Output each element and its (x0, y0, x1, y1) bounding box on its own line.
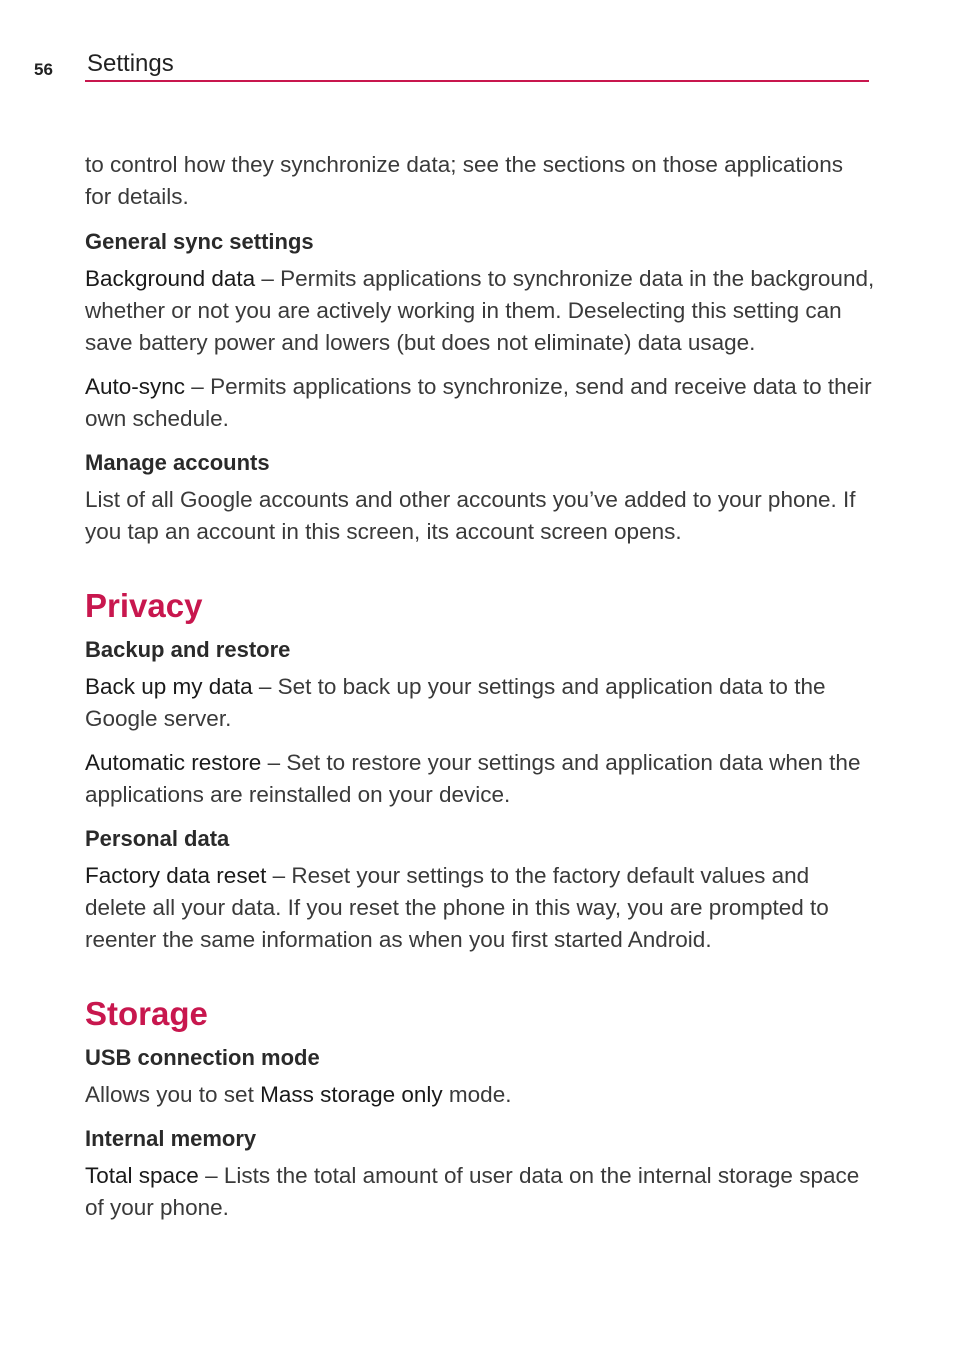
restore-paragraph (85, 747, 875, 811)
autosync-paragraph (85, 371, 875, 435)
restore-term: Automatic restore (85, 750, 262, 775)
autosync-text: – Permits applications to synchronize, send and receive data to their own schedule. (85, 374, 872, 431)
manage-accounts-paragraph: List of all Google accounts and other accounts you’ve added to your phone. If you tap an account in this screen, its account screen opens. (85, 487, 856, 544)
autosync-term: Auto-sync (85, 374, 186, 399)
usb-term: Mass storage only (260, 1082, 443, 1107)
backup-restore-heading: Backup and restore (85, 637, 291, 662)
total-space-paragraph (85, 1160, 875, 1224)
section-name: Settings (87, 50, 174, 77)
usb-mode-heading: USB connection mode (85, 1045, 320, 1070)
reset-paragraph (85, 860, 875, 956)
usb-pre: Allows you to set (85, 1082, 261, 1107)
storage-title: Storage (85, 995, 208, 1032)
backup-text: – Set to back up your settings and application data to the Google server. (85, 674, 826, 731)
usb-paragraph (85, 1079, 875, 1111)
backup-paragraph (85, 671, 875, 735)
page-number: 56 (34, 60, 53, 79)
background-data-text: – Permits applications to synchronize data in the background, whether or not you are actively working in them. Deselecting this setting can save battery power and lowers (but does not eliminate) data usage. (85, 266, 875, 355)
header-rule (85, 80, 869, 82)
internal-memory-heading: Internal memory (85, 1126, 257, 1151)
usb-post: mode. (442, 1082, 512, 1107)
total-space-term: Total space (85, 1163, 199, 1188)
page-body (85, 149, 875, 1224)
reset-term: Factory data reset (85, 863, 267, 888)
total-space-text: – Lists the total amount of user data on the internal storage space of your phone. (85, 1163, 860, 1220)
reset-text: – Reset your settings to the factory default values and delete all your data. If you reset the phone in this way, you are prompted to reenter the same information as when you first started Android. (85, 863, 829, 952)
backup-term: Back up my data (85, 674, 253, 699)
page-header (0, 0, 954, 90)
background-data-paragraph (85, 263, 875, 359)
personal-data-heading: Personal data (85, 826, 230, 851)
background-data-term: Background data (85, 266, 256, 291)
restore-text: – Set to restore your settings and application data when the applications are reinstalled on your device. (85, 750, 861, 807)
intro-paragraph: to control how they synchronize data; see the sections on those applications for details. (85, 152, 843, 209)
privacy-title: Privacy (85, 587, 203, 624)
manage-accounts-heading: Manage accounts (85, 450, 270, 475)
general-sync-heading: General sync settings (85, 229, 314, 254)
